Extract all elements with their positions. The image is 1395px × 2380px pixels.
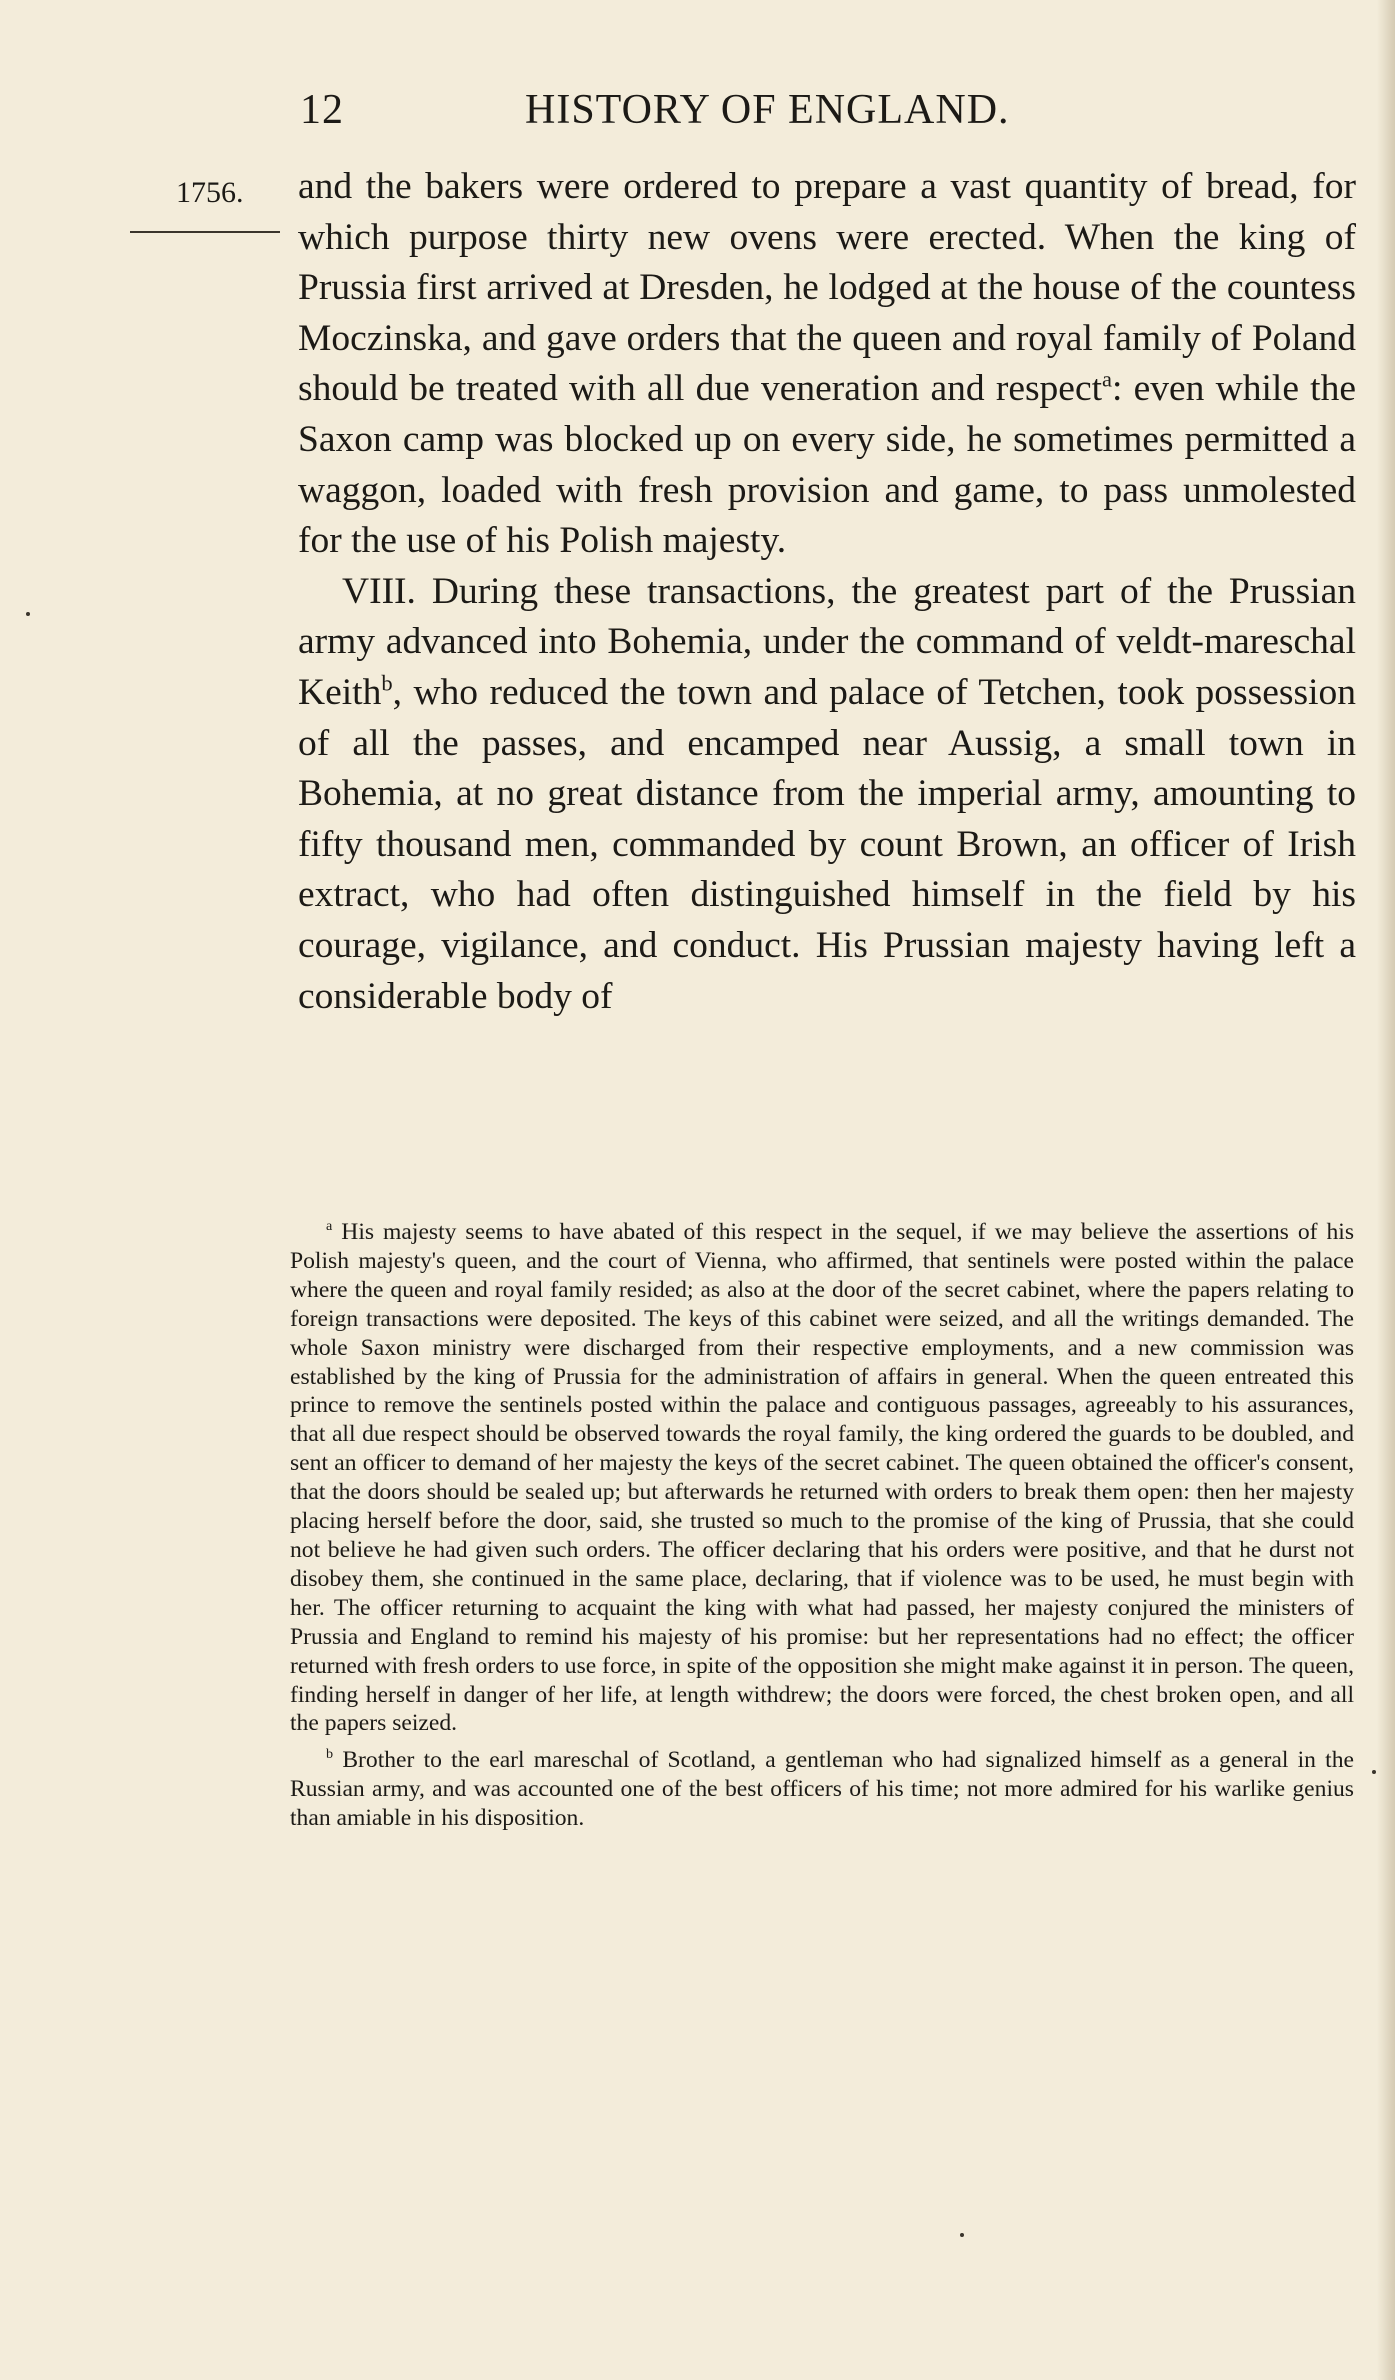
footnote-text: Brother to the earl mareschal of Scotland, a gentleman who had signalized himself as a general in the Russian army, and was accounted one of the best officers of his time; not more admired for his warlike genius than amiable in his disposition. [290, 1747, 1355, 1832]
page-number: 12 [300, 87, 344, 133]
footnote-marker: b [326, 1746, 334, 1763]
footnote-reference[interactable]: a [1102, 366, 1113, 392]
footnote-a [290, 1218, 1354, 1738]
footnote-text: His majesty seems to have abated of this respect in the sequel, if we may believe the assertions of his Polish majesty's queen, and the court of Vienna, who affirmed, that sentinels were posted within the palace where the queen and royal family resided; as also at the door of the secret cabinet, where the papers relating to foreign transactions were deposited. The keys of this cabinet were seized, and all the writings demanded. The whole Saxon ministry were discharged from their respective employments, and a new commission was established by the king of Prussia for the administration of affairs in general. When the queen entreated this prince to remove the sentinels posted within the palace and contiguous passages, agreeably to his assurances, that all due respect should be observed towards the royal family, the king ordered the guards to be doubled, and sent an officer to demand of her majesty the keys of the secret cabinet. The queen obtained the officer's consent, that the doors should be sealed up; but afterwards he returned with orders to break them open: then her majesty placing herself before the door, said, she trusted so much to the promise of the king of Prussia, that she could not believe he had given such orders. The officer declaring that his orders were positive, and that he durst not disobey them, she continued in the same place, declaring, that if violence was to be used, he must begin with her. The officer returning to acquaint the king with what had passed, her majesty conjured the ministers of Prussia and England to remind his majesty of his promise: but her representations had no effect; the officer returned with fresh orders to use force, in spite of the opposition she might make against it in person. The queen, finding herself in danger of her life, at length withdrew; the doors were forced, the chest broken open, and all the papers seized. [290, 1219, 1355, 1737]
footnotes [290, 1218, 1354, 1833]
paragraph-text: , who reduced the town and palace of Tetchen, took possession of all the passes, and encamped near Aussig, a small town in Bohemia, at no great distance from the imperial army, amounting to fifty thousand men, commanded by count Brown, an officer of Irish extract, who had often distinguished himself in the field by his courage, vigilance, and conduct. His Prussian majesty having left a considerable body of [298, 671, 1356, 1017]
paragraph-text: : even while the Saxon camp was blocked up on every side, he sometimes permitted a waggon, loaded with fresh provision and game, to pass unmolested for the use of his Polish majesty. [298, 368, 1356, 562]
footnote-reference[interactable]: b [381, 670, 393, 696]
paragraph-text: VIII. During these transactions, the greatest part of the Prussian army advanced into Bohemia, under the command of veldt-mareschal Keith [298, 570, 1356, 713]
paragraph-text: and the bakers were ordered to prepare a vast quantity of bread, for which purpose thirty new ovens were erected. When the king of Prussia first arrived at Dresden, he lodged at the house of the countess Moczinska, and gave orders that the queen and royal family of Poland should be treated with all due veneration and respect [298, 166, 1356, 410]
paragraph [298, 162, 1356, 567]
ink-speck [960, 2233, 964, 2237]
paragraph [298, 567, 1356, 1022]
footnote-b [290, 1746, 1354, 1833]
ink-speck [1372, 1770, 1376, 1774]
margin-rule [130, 231, 280, 233]
body-text [298, 162, 1356, 1022]
page-edge-shadow [1377, 0, 1395, 2380]
footnote-marker: a [326, 1218, 333, 1235]
ink-speck [26, 612, 30, 616]
margin-year: 1756. [176, 176, 244, 209]
running-head [300, 86, 1120, 146]
running-title: HISTORY OF ENGLAND. [525, 87, 1010, 133]
